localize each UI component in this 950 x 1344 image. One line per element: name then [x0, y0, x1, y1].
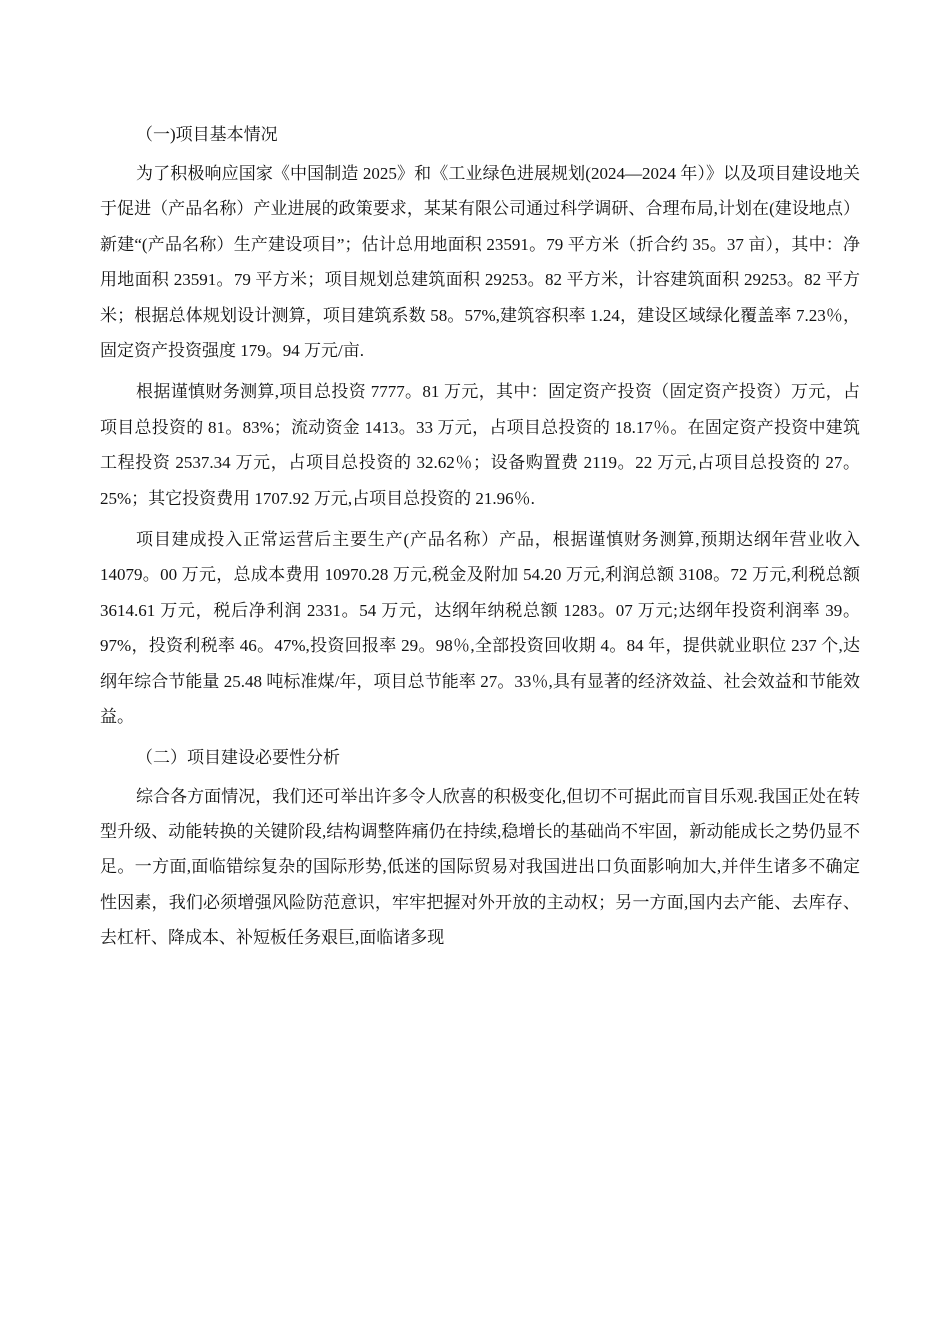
- paragraph-policy-background: 为了积极响应国家《中国制造 2025》和《工业绿色进展规划(2024—2024 年）》以及项目建设地关于促进（产品名称）产业进展的政策要求，某某有限公司通过科学调研、合理布局,计划在(建设地点）新建“(产品名称）生产建设项目”；估计总用地面积 23591。79 平方米（折合约 35。37 亩），其中：净用地面积 23591。79 平方米；项目规划总建筑面积 29253。82 平方米，计容建筑面积 29253。82 平方米；根据总体规划设计测算，项目建筑系数 58。57%,建筑容积率 1.24，建设区域绿化覆盖率 7.23％，固定资产投资强度 179。94 万元/亩.: [100, 164, 860, 361]
- section-heading-necessity-analysis: （二）项目建设必要性分析: [136, 747, 340, 767]
- paragraph-investment-estimate: 根据谨慎财务测算,项目总投资 7777。81 万元，其中：固定资产投资（固定资产投资）万元，占项目总投资的 81。83%；流动资金 1413。33 万元，占项目总投资的 18.17％。在固定资产投资中建筑工程投资 2537.34 万元，占项目总投资的 32.62％；设备购置费 2119。22 万元,占项目总投资的 27。25%；其它投资费用 1707.92 万元,占项目总投资的 21.96％.: [100, 382, 860, 508]
- paragraph-operating-benefits: 项目建成投入正常运营后主要生产(产品名称）产品，根据谨慎财务测算,预期达纲年营业收入 14079。00 万元，总成本费用 10970.28 万元,税金及附加 54.20 万元,利润总额 3108。72 万元,利税总额 3614.61 万元，税后净利润 2331。54 万元，达纲年纳税总额 1283。07 万元;达纲年投资利润率 39。97%，投资利税率 46。47%,投资回报率 29。98％,全部投资回收期 4。84 年，提供就业职位 237 个,达纲年综合节能量 25.48 吨标准煤/年，项目总节能率 27。33％,具有显著的经济效益、社会效益和节能效益。: [100, 530, 860, 727]
- section-heading-project-overview: （一)项目基本情况: [136, 125, 278, 144]
- document-page: [100, 118, 860, 962]
- paragraph-situation-analysis: 综合各方面情况，我们还可举出许多令人欣喜的积极变化,但切不可据此而盲目乐观.我国正处在转型升级、动能转换的关键阶段,结构调整阵痛仍在持续,稳增长的基础尚不牢固，新动能成长之势仍显不足。一方面,面临错综复杂的国际形势,低迷的国际贸易对我国进出口负面影响加大,并伴生诸多不确定性因素，我们必须增强风险防范意识，牢牢把握对外开放的主动权；另一方面,国内去产能、去库存、去杠杆、降成本、补短板任务艰巨,面临诸多现: [100, 786, 860, 948]
